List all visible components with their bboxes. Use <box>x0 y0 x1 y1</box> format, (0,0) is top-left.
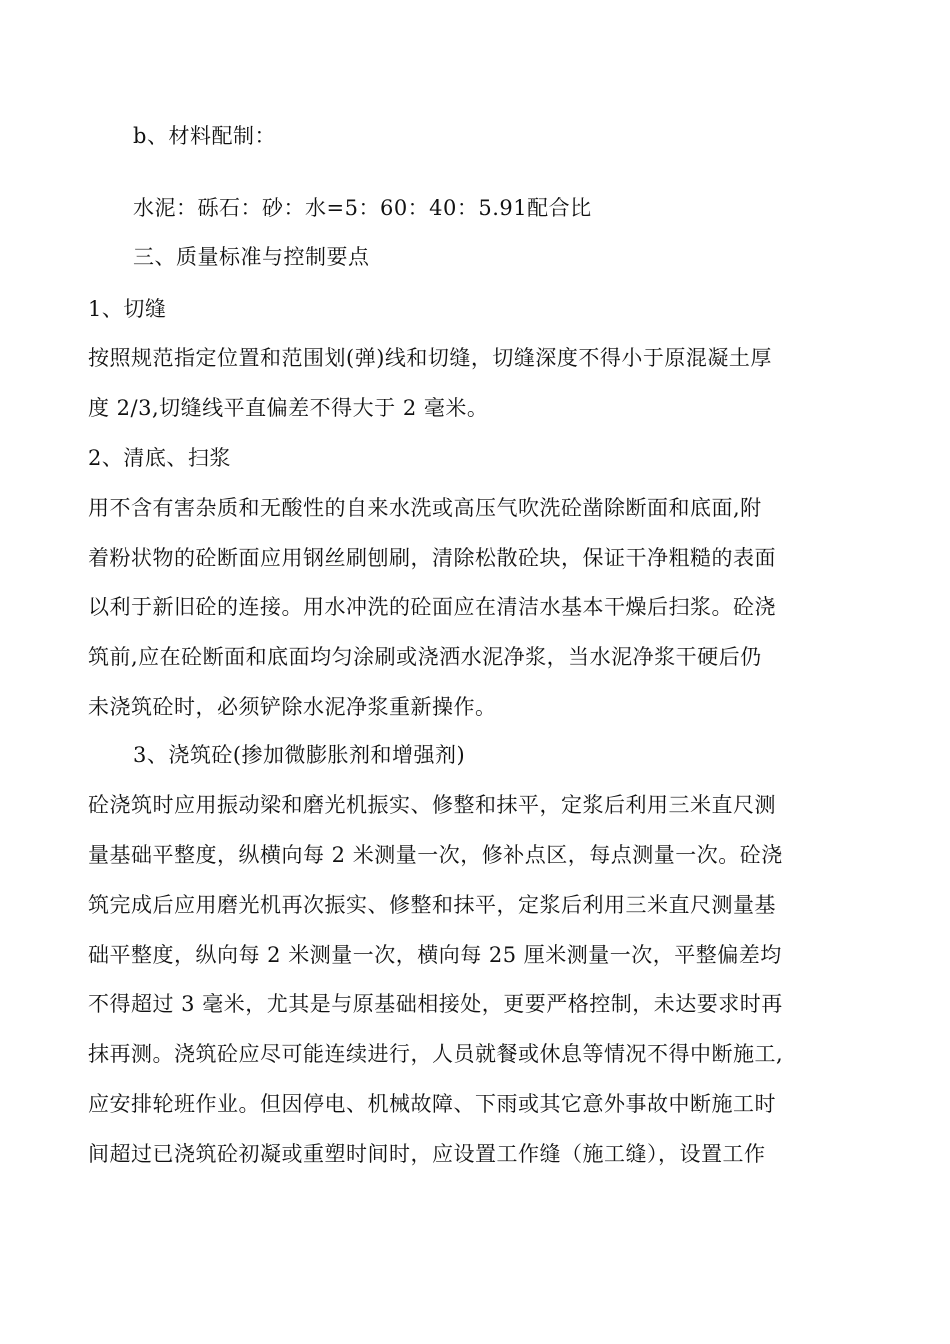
paragraph-line: 用不含有害杂质和无酸性的自来水洗或高压气吹洗砼凿除断面和底面,附 <box>88 496 762 520</box>
subheading-material-mix: b、材料配制： <box>133 124 276 148</box>
paragraph-line: 应安排轮班作业。但因停电、机械故障、下雨或其它意外事故中断施工时 <box>88 1092 776 1116</box>
paragraph-line: 砼浇筑时应用振动梁和磨光机振实、修整和抹平，定浆后利用三米直尺测 <box>88 793 776 817</box>
heading-clean-base: 2、清底、扫浆 <box>88 446 231 470</box>
paragraph-line: 抹再测。浇筑砼应尽可能连续进行，人员就餐或休息等情况不得中断施工, <box>88 1042 784 1066</box>
paragraph-line: 按照规范指定位置和范围划(弹)线和切缝，切缝深度不得小于原混凝土厚 <box>88 346 772 370</box>
paragraph-line: 以利于新旧砼的连接。用水冲洗的砼面应在清洁水基本干燥后扫浆。砼浇 <box>88 595 776 619</box>
paragraph-line: 着粉状物的砼断面应用钢丝刷刨刷，清除松散砼块，保证干净粗糙的表面 <box>88 546 776 570</box>
paragraph-line: 础平整度，纵向每 2 米测量一次，横向每 25 厘米测量一次，平整偏差均 <box>88 943 782 967</box>
mix-ratio-line: 水泥：砾石：砂：水=5：60：40：5.91配合比 <box>133 196 592 220</box>
paragraph-line: 量基础平整度，纵横向每 2 米测量一次，修补点区，每点测量一次。砼浇 <box>88 843 783 867</box>
paragraph-line: 不得超过 3 毫米，尤其是与原基础相接处，更要严格控制，未达要求时再 <box>88 992 783 1016</box>
paragraph-line: 度 2/3,切缝线平直偏差不得大于 2 毫米。 <box>88 396 489 420</box>
paragraph-line: 筑前,应在砼断面和底面均匀涂刷或浇洒水泥净浆，当水泥净浆干硬后仍 <box>88 645 762 669</box>
paragraph-line: 未浇筑砼时，必须铲除水泥净浆重新操作。 <box>88 695 497 719</box>
paragraph-line: 间超过已浇筑砼初凝或重塑时间时，应设置工作缝（施工缝），设置工作 <box>88 1142 766 1166</box>
heading-pour-concrete: 3、浇筑砼(掺加微膨胀剂和增强剂) <box>133 743 466 767</box>
section-heading-quality: 三、质量标准与控制要点 <box>133 245 370 269</box>
heading-cutting: 1、切缝 <box>88 297 167 321</box>
paragraph-line: 筑完成后应用磨光机再次振实、修整和抹平，定浆后利用三米直尺测量基 <box>88 893 776 917</box>
